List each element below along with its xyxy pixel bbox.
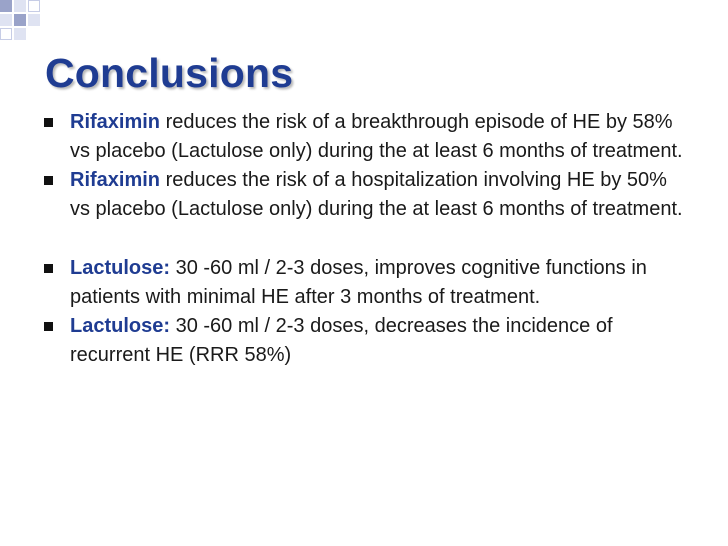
bullet-keyword: Rifaximin [70, 111, 161, 133]
decor-square [0, 28, 12, 40]
bullet-item [44, 254, 684, 312]
bullet-keyword: Rifaximin [70, 169, 161, 191]
square-bullet-icon [44, 176, 53, 185]
corner-decoration [0, 0, 60, 40]
bullet-item [44, 108, 684, 166]
bullet-text: reduces the risk of a breakthrough episode of HE by 58% vs placebo (Lactulose only) during the at least 6 months of treatment. [70, 111, 683, 162]
decor-square [28, 0, 40, 12]
bullet-item [44, 312, 684, 370]
decor-square [0, 14, 12, 26]
bullet-keyword: Lactulose: [70, 315, 171, 337]
bullet-keyword: Lactulose: [70, 257, 171, 279]
bullet-text: 30 -60 ml / 2-3 doses, improves cognitive functions in patients with minimal HE after 3 months of treatment. [70, 257, 647, 308]
bullet-item [44, 166, 684, 224]
bullet-text: 30 -60 ml / 2-3 doses, decreases the incidence of recurrent HE (RRR 58%) [70, 315, 613, 366]
bullet-list [44, 108, 684, 370]
bullet-text: reduces the risk of a hospitalization involving HE by 50% vs placebo (Lactulose only) during the at least 6 months of treatment. [70, 169, 683, 220]
decor-square [14, 0, 26, 12]
decor-square [28, 14, 40, 26]
decor-square [14, 14, 26, 26]
square-bullet-icon [44, 264, 53, 273]
decor-square [14, 28, 26, 40]
decor-square [0, 0, 12, 12]
square-bullet-icon [44, 118, 53, 127]
slide-title: Conclusions [45, 50, 294, 96]
square-bullet-icon [44, 322, 53, 331]
